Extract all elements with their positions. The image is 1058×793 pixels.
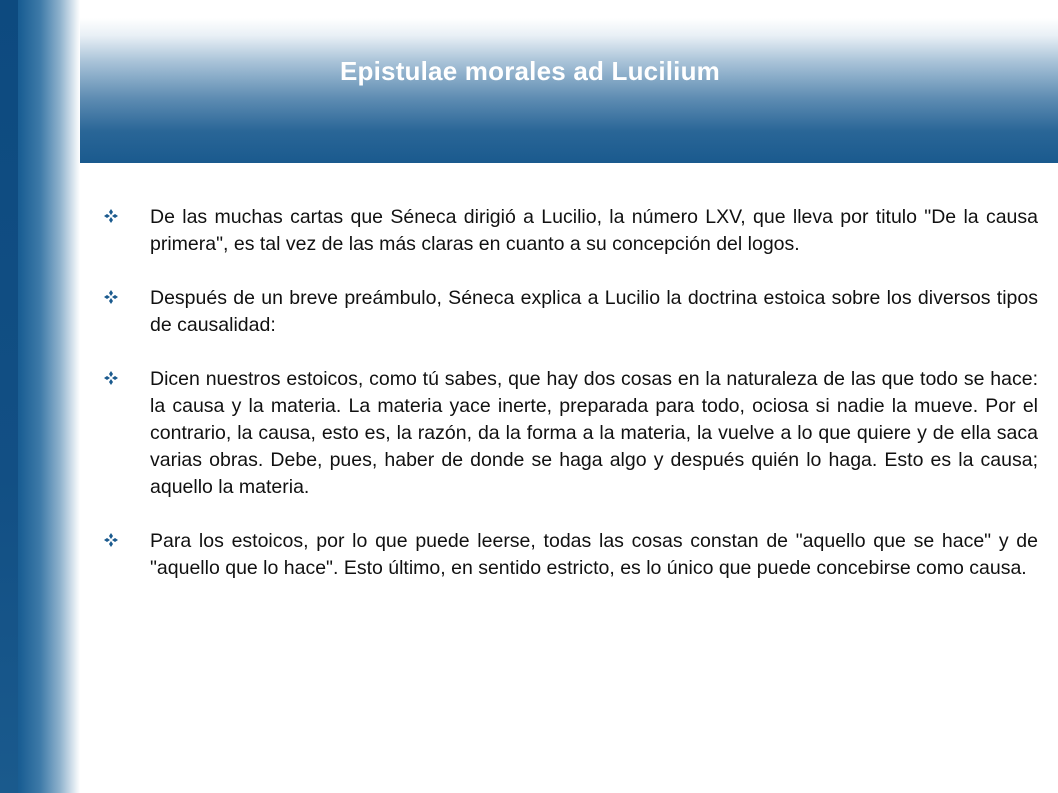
bullet-text: Después de un breve preámbulo, Séneca explica a Lucilio la doctrina estoica sobre los diversos tipos de causalidad: xyxy=(150,287,1038,336)
four-diamond-bullet-icon xyxy=(104,285,150,304)
bullet-item xyxy=(104,528,1038,582)
bullet-text: Para los estoicos, por lo que puede leerse, todas las cosas constan de "aquello que se hace" y de "aquello que lo hace". Esto último, en sentido estricto, es lo único que puede concebirse como causa. xyxy=(150,530,1038,579)
four-diamond-bullet-icon xyxy=(104,366,150,385)
bullet-text: Dicen nuestros estoicos, como tú sabes, que hay dos cosas en la naturaleza de las que todo se hace: la causa y la materia. La materia yace inerte, preparada para todo, ociosa si nadie la mueve. Por el contrario, la causa, esto es, la razón, da la forma a la materia, la vuelve a lo que quiere y de ella saca varias obras. Debe, pues, haber de donde se haga algo y después quién lo haga. Esto es la causa; aquello la materia. xyxy=(150,368,1038,498)
left-strip xyxy=(0,0,18,793)
header-band xyxy=(0,18,1058,163)
bullet-item xyxy=(104,204,1038,258)
bullet-text: De las muchas cartas que Séneca dirigió a Lucilio, la número LXV, que lleva por titulo "De la causa primera", es tal vez de las más claras en cuanto a su concepción del logos. xyxy=(150,206,1038,255)
four-diamond-bullet-icon xyxy=(104,528,150,547)
slide-title: Epistulae morales ad Lucilium xyxy=(339,56,721,86)
bullet-item xyxy=(104,366,1038,501)
bullet-list xyxy=(104,204,1038,609)
four-diamond-bullet-icon xyxy=(104,204,150,223)
bullet-item xyxy=(104,285,1038,339)
